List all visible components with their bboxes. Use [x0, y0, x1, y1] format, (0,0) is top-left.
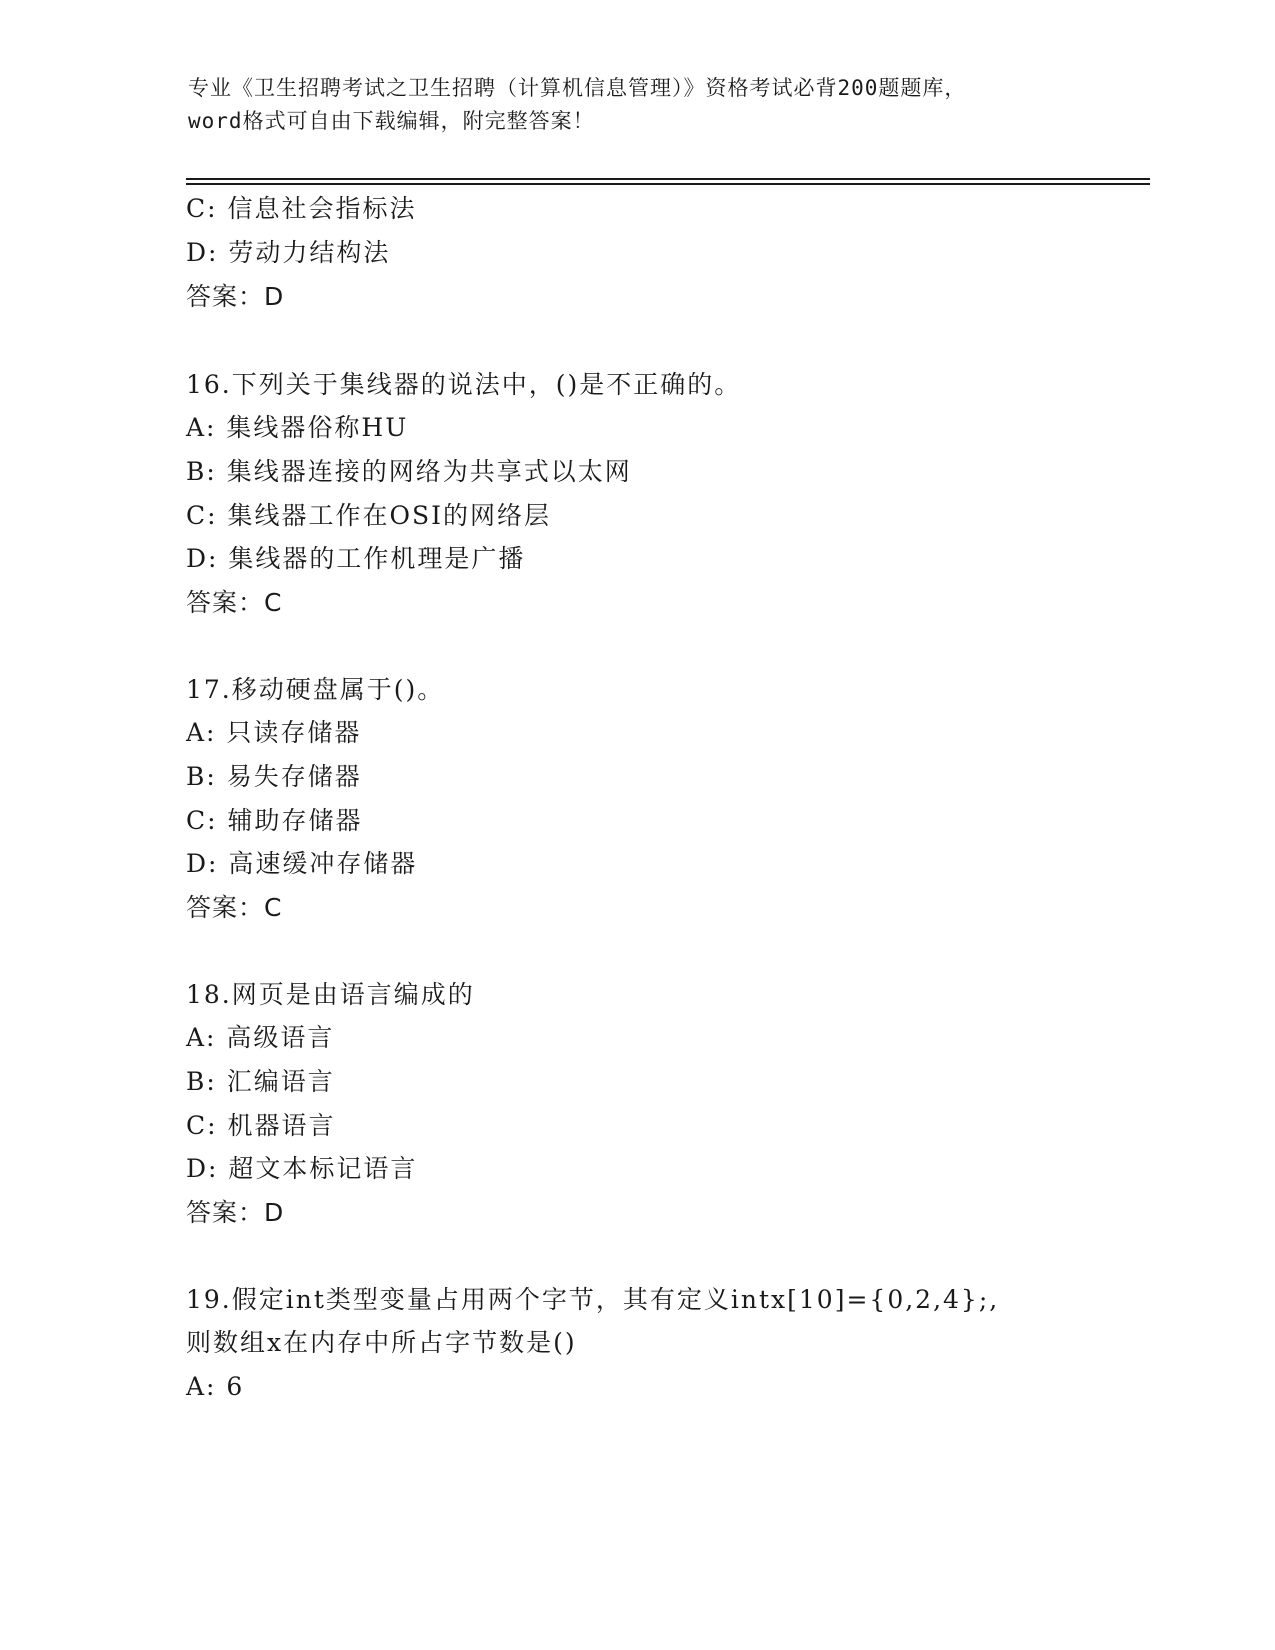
q17-option-b: B: 易失存储器	[186, 762, 362, 791]
q17-answer: 答案：C	[186, 893, 283, 922]
q16-option-b: B: 集线器连接的网络为共享式以太网	[186, 457, 632, 486]
document-header	[188, 72, 1088, 138]
header-title-line-2: word格式可自由下载编辑，附完整答案！	[188, 109, 595, 133]
q16-option-d: D: 集线器的工作机理是广播	[186, 544, 526, 573]
q15-option-d: D: 劳动力结构法	[186, 238, 391, 267]
header-divider-bottom	[186, 183, 1150, 185]
q18-option-d: D: 超文本标记语言	[186, 1154, 418, 1183]
q15-answer: 答案：D	[186, 282, 285, 311]
q16-option-a: A: 集线器俗称HU	[186, 413, 409, 442]
q18-answer: 答案：D	[186, 1198, 285, 1227]
q19-option-a: A: 6	[186, 1372, 245, 1401]
header-title-line-1: 专业《卫生招聘考试之卫生招聘（计算机信息管理）》资格考试必背200题题库，	[188, 76, 967, 100]
q16-answer: 答案：C	[186, 588, 283, 617]
q16-stem: 16.下列关于集线器的说法中，()是不正确的。	[186, 370, 742, 399]
q16-option-c: C: 集线器工作在OSI的网络层	[186, 501, 551, 530]
q19-stem-line-1: 19.假定int类型变量占用两个字节，其有定义intx[10]={0,2,4};,	[186, 1285, 1000, 1314]
q17-option-c: C: 辅助存储器	[186, 806, 363, 835]
q19-stem-line-2: 则数组x在内存中所占字节数是()	[186, 1328, 577, 1357]
q18-stem: 18.网页是由语言编成的	[186, 980, 475, 1009]
header-divider-top	[186, 178, 1150, 180]
q18-option-b: B: 汇编语言	[186, 1067, 335, 1096]
q18-option-c: C: 机器语言	[186, 1111, 336, 1140]
q17-option-d: D: 高速缓冲存储器	[186, 849, 418, 878]
q17-stem: 17.移动硬盘属于()。	[186, 675, 445, 704]
q15-option-c: C: 信息社会指标法	[186, 194, 417, 223]
q18-option-a: A: 高级语言	[186, 1023, 335, 1052]
q17-option-a: A: 只读存储器	[186, 718, 362, 747]
